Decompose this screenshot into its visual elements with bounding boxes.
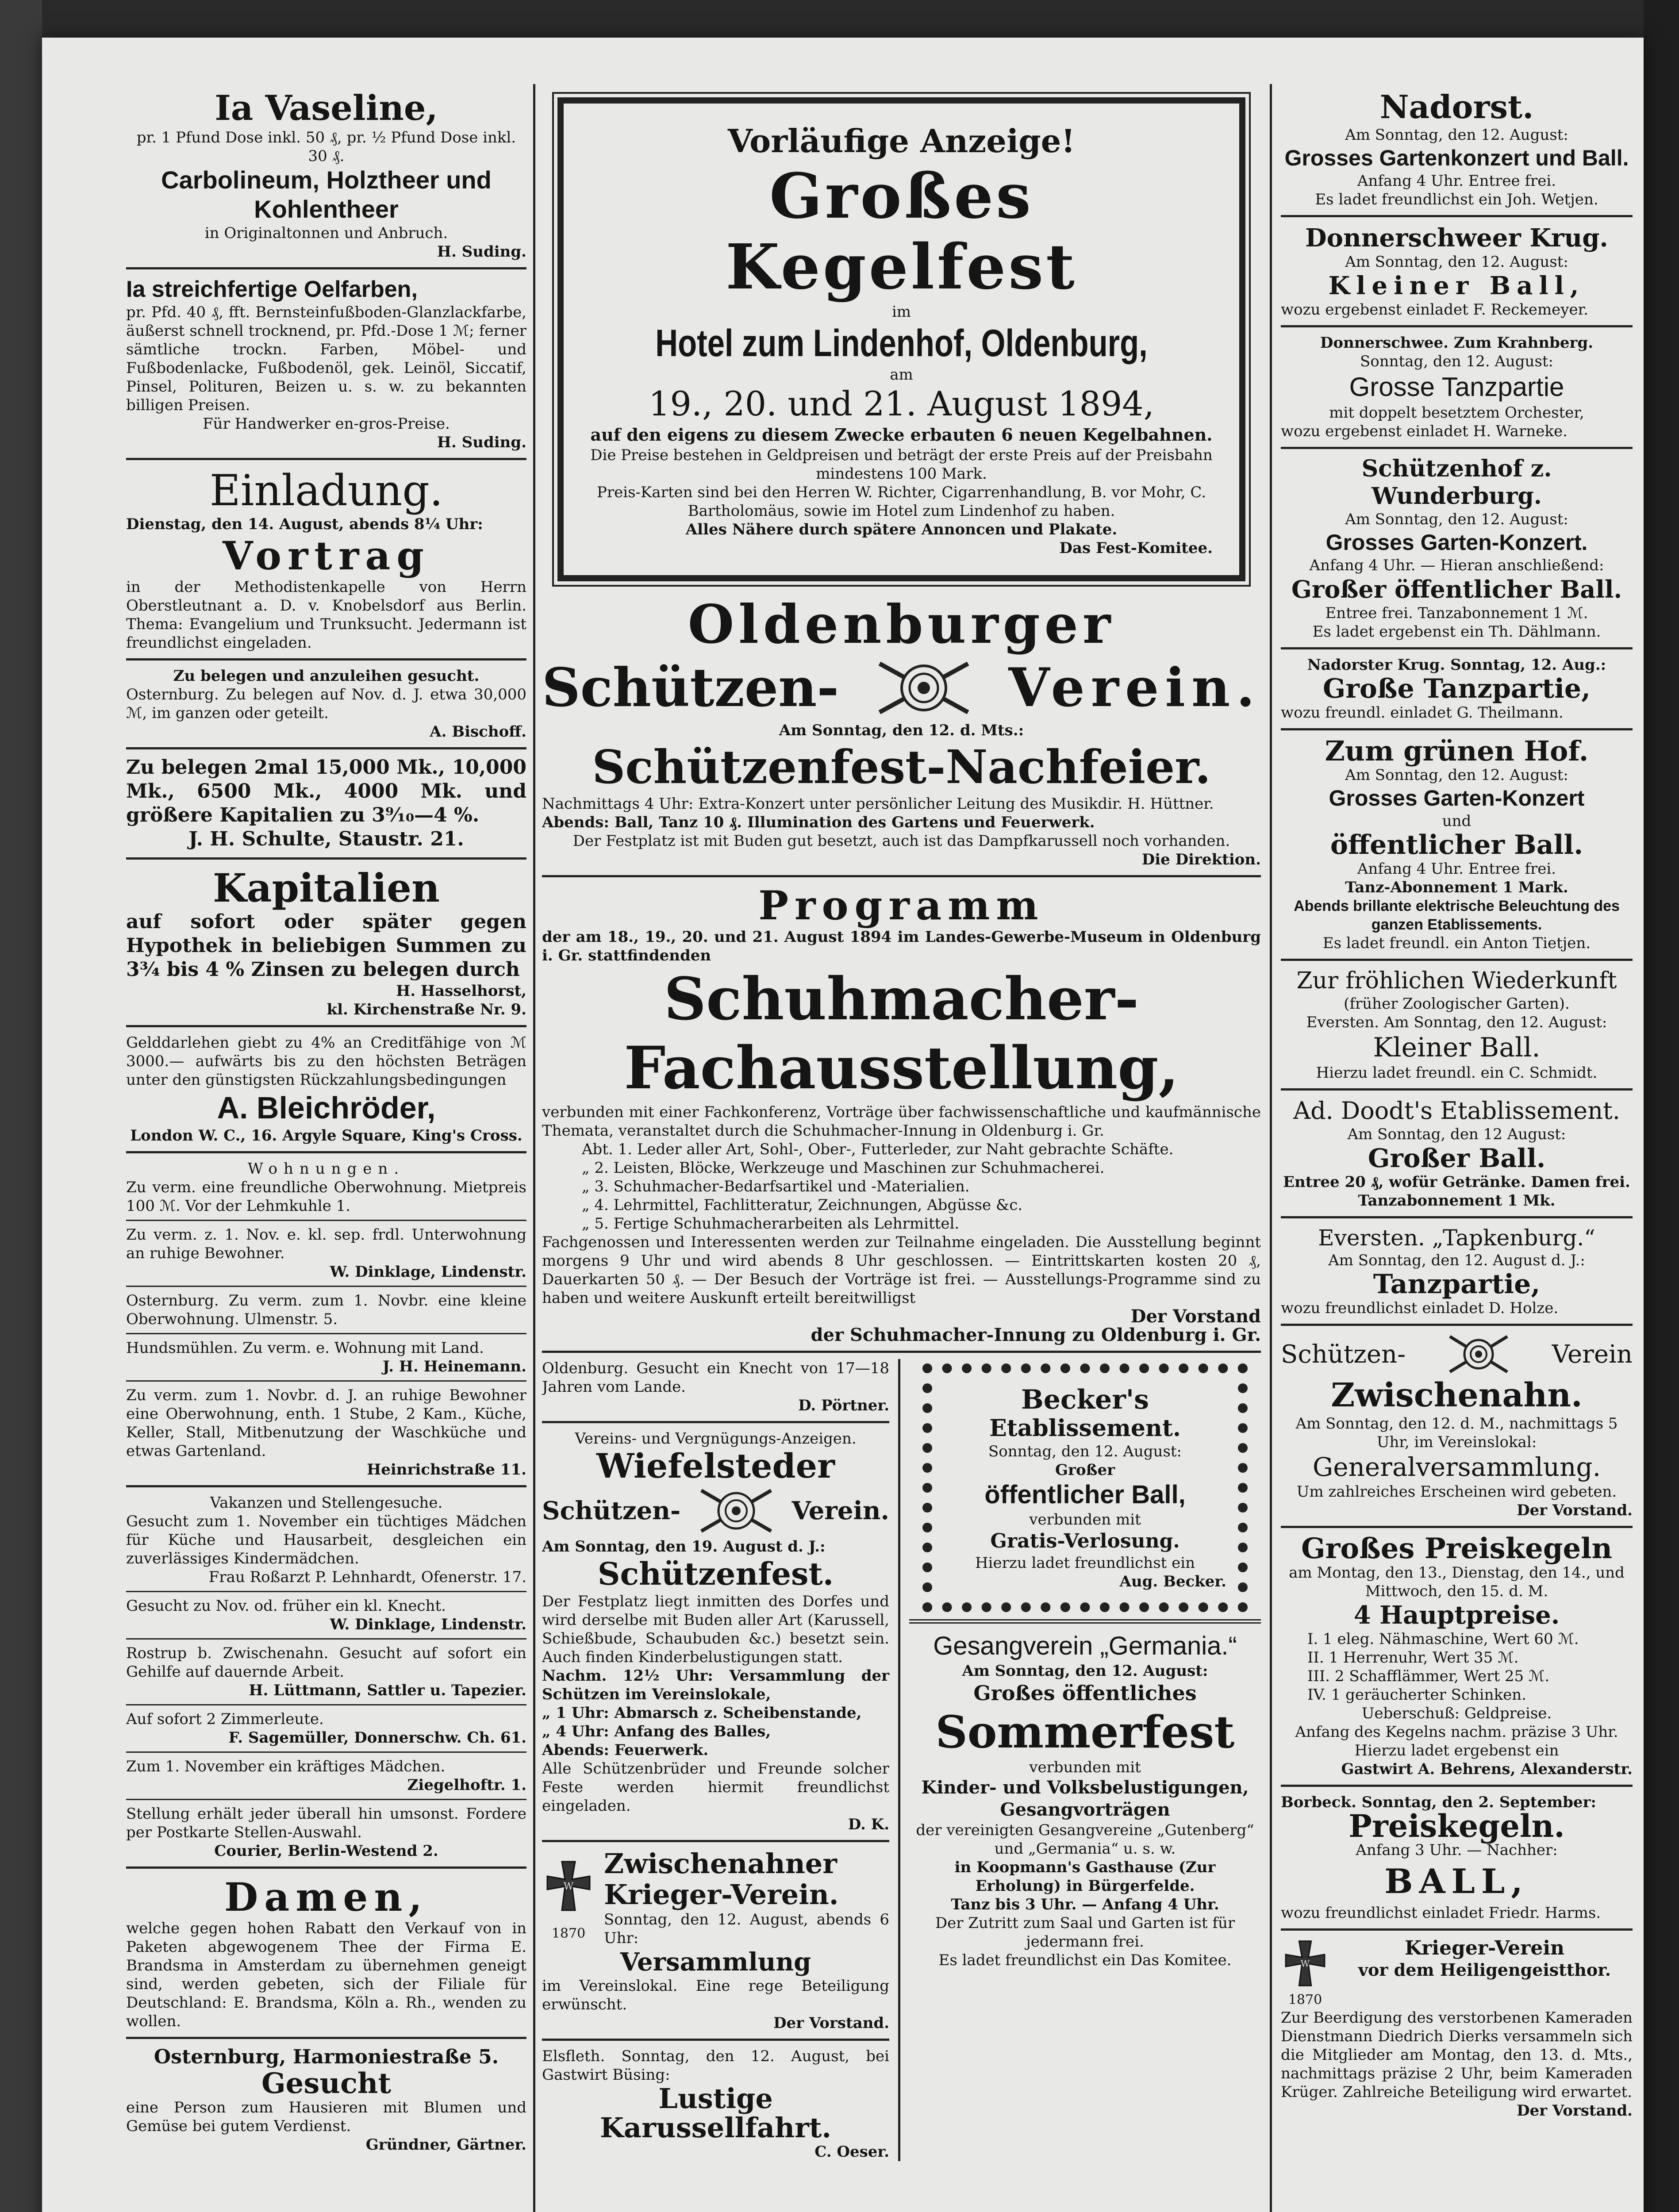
target-rifles-icon	[699, 1484, 774, 1537]
ad-einladung: Einladung. Dienstag, den 14. August, abends 8¼ Uhr: Vortrag in der Methodistenkapelle von Herrn Oberstleutnant a. D. v. Knobelsdorf aus Berlin. Thema: Evangelium und Trunksucht. Jedermann ist freundlichst eingeladen.	[126, 466, 526, 652]
section-stellen: Vakanzen und Stellengesuche. Gesucht zum 1. November ein tüchtiges Mädchen für Küche und Hausarbeit, desgleichen ein zuverlässiges Kindermädchen. Frau Roßarzt P. Lehnhardt, Ofenerstr. 17. Gesucht zu Nov. od. früher ein kl. Knecht. W. Dinklage, Lindenstr. Rostrup b. Zwischenahn. Gesucht auf sofort ein Gehilfe auf dauernde Arbeit. H. Lüttmann, Sattler u. Tapezier. Auf sofort 2 Zimmerleute. F. Sagemüller, Donnerschw. Ch. 61. Zum 1. November ein kräftiges Mädchen. Ziegelhoftr. 1. Stellung erhält jeder überall hin umsonst. Fordere per Postkarte Stellen-Auswahl. Courier, Berlin-Westend 2.	[126, 1494, 526, 1860]
ad-damen: Damen, welche gegen hohen Rabatt den Verkauf von in Paketen abgewogenem Thee der Firma E. Brandsma in Amsterdam zu übernehmen geneigt sind, werden gebeten, sich der Filiale für Deutschland: E. Brandsma, Köln a. Rh., wenden zu wollen.	[126, 1874, 526, 2030]
ad-germania: Gesangverein „Germania.“ Am Sonntag, den 12. August: Großes öffentliches Sommerfest verbunden mit Kinder- und Volksbelustigungen, Gesangvorträgen der vereinigten Gesangvereine „Gutenberg“ und „Germania“ u. s. w. in Koopmann's Gasthause (Zur Erholung) in Bürgerfelde. Tanz bis 3 Uhr. — Anfang 4 Uhr. Der Zutritt zum Saal und Garten ist für jedermann frei. Es ladet freundlichst ein Das Komitee.	[916, 1632, 1254, 1969]
ad-nadorster-krug: Nadorster Krug. Sonntag, 12. Aug.: Große Tanzpartie, wozu freundl. einladet G. Theilmann.	[1281, 656, 1606, 722]
target-rifles-icon	[1448, 1332, 1510, 1376]
column-left	[126, 88, 526, 2154]
column-rule	[1270, 84, 1272, 2212]
ad-froehliche-wiederkunft: Zur fröhlichen Wiederkunft (früher Zoologischer Garten). Eversten. Am Sonntag, den 12. August: Kleiner Ball. Hierzu ladet freundl. ein C. Schmidt.	[1296, 968, 1617, 1082]
ad-gelddarlehen: Gelddarlehen giebt zu 4% an Creditfähige von ℳ 3000.— aufwärts bis zu den höchsten Beträgen unter den günstigsten Rückzahlungsbedingungen A. Bleichröder, London W. C., 16. Argyle Square, King's Cross.	[126, 1034, 526, 1144]
ad-becker: Becker's Etablissement. Sonntag, den 12. August: Großer öffentlicher Ball, verbunden mit Gratis-Verlosung. Hierzu ladet freundlichst ein Aug. Becker.	[922, 1363, 1248, 1612]
middle-lower-right	[909, 1359, 1261, 2161]
ad-tapkenburg: Eversten. „Tapkenburg.“ Am Sonntag, den 12. August d. J.: Tanzpartie, wozu freundlichst einladet D. Holze.	[1281, 1225, 1595, 1317]
column-middle	[542, 88, 1261, 2161]
middle-lower-area	[542, 1359, 1261, 2161]
ad-wunderburg: Schützenhof z. Wunderburg. Am Sonntag, den 12. August: Grosses Garten-Konzert. Anfang 4 Uhr. — Hieran anschließend: Großer öffentlicher Ball. Entree frei. Tanzabonnement 1 ℳ. Es ladet ergebenst ein Th. Dählmann.	[1291, 455, 1622, 641]
column-right	[1281, 88, 1633, 2120]
ad-vaseline: Ia Vaseline, pr. 1 Pfund Dose inkl. 50 ₰, pr. ½ Pfund Dose inkl. 30 ₰. Carbolineum, Holztheer und Kohlentheer in Originaltonnen und Anbruch. H. Suding.	[136, 88, 526, 261]
ad-gruener-hof: Zum grünen Hof. Am Sonntag, den 12. August: Grosses Garten-Konzert und öffentlicher Ball. Anfang 4 Uhr. Entree frei. Tanz-Abonnement 1 Mark. Abends brillante elektrische Beleuchtung des ganzen Etablissements. Es ladet freundl. ein Anton Tietjen.	[1294, 735, 1620, 952]
target-rifles-icon	[875, 655, 972, 721]
ad-donnerschweer-krug: Donnerschweer Krug. Am Sonntag, den 12. August: Kleiner Ball, wozu ergebenst einladet F. Reckemeyer.	[1281, 223, 1608, 319]
ad-borbeck: Borbeck. Sonntag, den 2. September: Preiskegeln. Anfang 3 Uhr. — Nachher: BALL, wozu freundlichst einladet Friedr. Harms.	[1281, 1793, 1601, 1922]
ad-doodt: Ad. Doodt's Etablissement. Am Sonntag, den 12 August: Großer Ball. Entree 20 ₰, wofür Getränke. Damen frei. Tanzabonnement 1 Mk.	[1283, 1097, 1630, 1210]
ad-nadorst: Nadorst. Am Sonntag, den 12. August: Grosses Gartenkonzert und Ball. Anfang 4 Uhr. Entree frei. Es ladet freundlichst ein Joh. Wetjen.	[1284, 88, 1629, 208]
section-wohnungen: Wohnungen. Zu verm. eine freundliche Oberwohnung. Mietpreis 100 ℳ. Vor der Lehmkuhle 1. Zu verm. z. 1. Nov. e. kl. sep. frdl. Unterwohnung an ruhige Bewohner. W. Dinklage, Lindenstr. Osternburg. Zu verm. zum 1. Novbr. eine kleine Oberwohnung. Ulmenstr. 5. Hundsmühlen. Zu verm. e. Wohnung mit Land. J. H. Heinemann. Zu verm. zum 1. Novbr. d. J. an ruhige Bewohner eine Oberwohnung, enth. 1 Stube, 2 Kam., Küche, Keller, Stall, Mitbenutzung der Waschküche und etwas Gartenland. Heinrichstraße 11.	[126, 1160, 526, 1479]
svg-text:W: W	[1300, 1958, 1310, 1969]
iron-cross-icon	[1281, 1937, 1329, 1990]
ad-kegelfest: Vorläufige Anzeige! Großes Kegelfest im Hotel zum Lindenhof, Oldenburg, am 19., 20. und 21. August 1894, auf den eigens zu diesem Zwecke erbauten 6 neuen Kegelbahnen. Die Preise bestehen in Geldpreisen und beträgt der erste Preis auf der Preisbahn mindestens 100 Mark. Preis-Karten sind bei den Herren W. Richter, Cigarrenhandlung, B. vor Mohr, C. Bartholomäus, sowie im Hotel zum Lindenhof zu haben. Alles Nähere durch spätere Annoncen und Plakate. Das Fest-Komitee.	[557, 97, 1245, 581]
iron-cross-icon	[542, 1848, 595, 1924]
ad-grosses-preiskegeln: Großes Preiskegeln am Montag, den 13., Dienstag, den 14., und Mittwoch, den 15. d. M. 4 Hauptpreise. I. 1 eleg. Nähmaschine, Wert 60 ℳ. II. 1 Herrenuhr, Wert 35 ℳ. III. 2 Schafflämmer, Wert 25 ℳ. IV. 1 geräucherter Schinken. Ueberschuß: Geldpreise. Anfang des Kegelns nachm. präzise 3 Uhr. Hierzu ladet ergebenst ein Gastwirt A. Behrens, Alexanderstr.	[1289, 1532, 1633, 1778]
ad-krahnberg: Donnerschwee. Zum Krahnberg. Sonntag, den 12. August: Grosse Tanzpartie mit doppelt besetztem Orchester, wozu ergebenst einladet H. Warneke.	[1281, 334, 1594, 440]
ad-schuetzen-zwischenahn: Schützen- Verein Zwischenahn. Am Sonntag, den 12. d. M., nachmittags 5 Uhr, im Vereinslokal: Generalversammlung. Um zahlreiches Erscheinen wird gebeten. Der Vorstand.	[1281, 1332, 1633, 1520]
ad-oelfarben: Ia streichfertige Oelfarben, pr. Pfd. 40 ₰, fft. Bernsteinfußboden-Glanzlackfarbe, äußerst schnell trocknend, pr. Pfd.-Dose 1 ℳ; ferner sämtliche trockn. Farben, Möbel- und Fußbodenlacke, Fußbodenöl, gek. Leinöl, Siccatif, Pinsel, Polituren, Beizen u. s. w. zu bekannten billigen Preisen. Für Handwerker en-gros-Preise. H. Suding.	[126, 276, 526, 451]
svg-text:W: W	[563, 1881, 574, 1892]
ad-gesucht: Osternburg, Harmoniestraße 5. Gesucht eine Person zum Hausieren mit Blumen und Gemüse bei gutem Verdienst. Gründner, Gärtner.	[126, 2046, 526, 2154]
ad-kapitalien: Kapitalien auf sofort oder später gegen Hypothek in beliebigen Summen zu 3³⁄₄ bis 4 % Zinsen zu belegen durch H. Hasselhorst, kl. Kirchenstraße Nr. 9.	[126, 865, 526, 1018]
ad-belegen-1: Zu belegen und anzuleihen gesucht. Osternburg. Zu belegen auf Nov. d. J. etwa 30,000 ℳ, im ganzen oder geteilt. A. Bischoff.	[126, 667, 526, 741]
ad-krieger-verein: W 1870 Krieger-Verein vor dem Heiligengeistthor. Zur Beerdigung des verstorbenen Kameraden Dienstmann Diedrich Dierks versammeln sich die Mitglieder am Montag, den 13. d. Mts., nachmittags präzise 2 Uhr, beim Kameraden Krüger. Zahlreiche Beteiligung wird erwartet. Der Vorstand.	[1281, 1937, 1633, 2120]
right-scan-margin	[1644, 0, 1679, 2212]
column-rule	[533, 84, 535, 2212]
ad-programm: Programm der am 18., 19., 20. und 21. August 1894 im Landes-Gewerbe-Museum in Oldenburg i. Gr. stattfindenden Schuhmacher-Fachausstellung, verbunden mit einer Fachkonferenz, Vorträge über fachwissenschaftliche und kaufmännische Themata, veranstaltet durch die Schuhmacher-Innung in Oldenburg i. Gr. Abt. 1. Leder aller Art, Sohl-, Ober-, Futterleder, zur Naht gebrachte Schäfte. „ 2. Leisten, Blöcke, Werkzeuge und Maschinen zur Schuhmacherei. „ 3. Schuhmacher-Bedarfsartikel und -Materialien. „ 4. Lehrmittel, Fachlitteratur, Zeichnungen, Abgüsse &c. „ 5. Fertige Schuhmacherarbeiten als Lehrmittel. Fachgenossen und Interessenten werden zur Teilnahme eingeladen. Die Ausstellung beginnt morgens 9 Uhr und wird abends 8 Uhr geschlossen. — Eintrittskarten kosten 20 ₰, Dauerkarten 50 ₰. — Der Besuch der Vorträge ist frei. — Ausstellungs-Programme sind zu haben und weitere Auskunft erteilt bereitwilligst Der Vorstand der Schuhmacher-Innung zu Oldenburg i. Gr.	[542, 882, 1261, 1345]
left-scan-margin	[0, 0, 42, 2212]
ad-zwischenahner-krieger: W 1870 Zwischenahner Krieger-Verein. Sonntag, den 12. August, abends 6 Uhr:	[542, 1848, 889, 1947]
middle-lower-left: Oldenburg. Gesucht ein Knecht von 17—18 Jahren vom Lande. D. Pörtner. Vereins- und Vergnügungs-Anzeigen. Wiefelsteder Schützen- Verein. Am Sonntag, den 19. August d. J.: Schützenfest. Der Festplatz liegt inmitten des Dorfes und wird derselbe mit Buden aller Art (Karussell, Schießbude, Schaubuden &c.) besetzt sein. Auch finden Kinderbelustigungen statt. Nachm. 12½ Uhr: Versammlung der Schützen im Vereinslokale, „ 1 Uhr: Abmarsch z. Scheibenstande, „ 4 Uhr: Anfang des Balles, Abends: Feuerwerk. Alle Schützenbrüder und Freunde solcher Feste werden hiermit freundlichst eingeladen. D. K. W 1870 Zwischenahner Krieger-Verein. Sonntag, den 12. August, abends 6 Uhr: Versammlung im Vereinslokal. Eine rege Beteiligung erwünscht. Der Vorstand. Elsfleth. Sonntag, den 12. August, bei Gastwirt Büsing: Lustige Karussellfahrt. C. Oeser.	[542, 1359, 890, 2161]
ad-belegen-2: Zu belegen 2mal 15,000 Mk., 10,000 Mk., 6500 Mk., 4000 Mk. und größere Kapitalien zu 3⁹⁄₁₀—4 %. J. H. Schulte, Staustr. 21.	[126, 756, 526, 850]
ad-oldenburger-schuetzen: Oldenburger Schützen- Verein. Am Sonntag, den 12. d. Mts.: Schützenfest-Nachfeier. Nachmittags 4 Uhr: Extra-Konzert unter persönlicher Leitung des Musikdir. H. Hüttner. Abends: Ball, Tanz 10 ₰. Illumination des Gartens und Feuerwerk. Der Festplatz ist mit Buden gut besetzt, auch ist das Dampfkarussell noch vorhanden. Die Direktion.	[542, 593, 1261, 868]
